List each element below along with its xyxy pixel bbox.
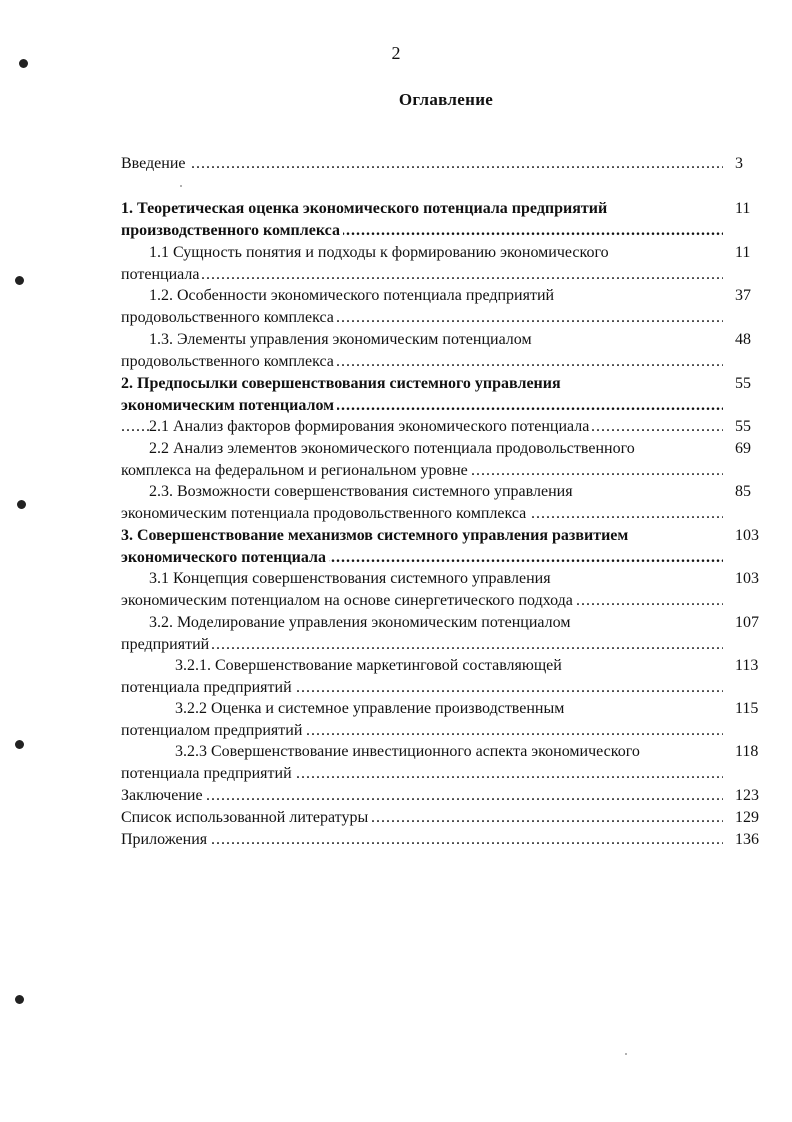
toc-entry-text: Заключение (121, 787, 206, 804)
toc-entry-line (121, 525, 723, 547)
toc-page-number: 113 (735, 657, 759, 674)
toc-entry-text: 2.3. Возможности совершенствования системного управления (149, 483, 576, 500)
toc-entry-text: 1.2. Особенности экономического потенциала предприятий (149, 287, 557, 304)
toc-entry-text: потенциала предприятий (121, 679, 295, 696)
toc-page-number: 107 (735, 614, 759, 631)
toc-entry-line (121, 373, 723, 395)
toc-entry-text: 2.1 Анализ факторов формирования экономического потенциала (149, 418, 592, 435)
toc-entry-line (121, 438, 723, 460)
toc-entry-text: экономическим потенциала продовольственного комплекса (121, 505, 529, 522)
toc-entry-line (121, 547, 723, 569)
toc-entry-line (121, 634, 723, 656)
toc-entry-line (121, 481, 723, 503)
page-number: 2 (391, 43, 401, 63)
toc-entry-line (121, 416, 723, 438)
toc-entry-line (121, 329, 723, 351)
toc-entry-text: экономического потенциала (121, 549, 329, 566)
toc-page-number: 118 (735, 743, 759, 760)
toc-entry-text: комплекса на федеральном и региональном уровне (121, 462, 471, 479)
toc-entry-line (121, 460, 723, 482)
toc-page-number: 115 (735, 700, 759, 717)
toc-page-number: 55 (735, 418, 751, 435)
toc-entry-line (121, 264, 723, 286)
toc-entry-line (121, 351, 723, 373)
toc-entry-text: продовольственного комплекса (121, 309, 337, 326)
toc-entry-text: экономическим потенциалом на основе синергетического подхода (121, 592, 576, 609)
toc-page-number: 48 (735, 331, 751, 348)
toc-entry-line (121, 198, 723, 220)
toc-entry-line (121, 763, 723, 785)
toc-entry-line (121, 807, 723, 829)
toc-title: Оглавление (398, 90, 494, 109)
toc-entry-text: Приложения (121, 831, 210, 848)
toc-entry-line (121, 395, 723, 417)
toc-page-number: 55 (735, 375, 751, 392)
toc-entry-text: 3.2.3 Совершенствование инвестиционного аспекта экономического (175, 743, 643, 760)
toc-page-number: 69 (735, 440, 751, 457)
toc-entry-line (121, 590, 723, 612)
toc-entry-line (121, 698, 723, 720)
toc-entry-text: 3.1 Концепция совершенствования системного управления (149, 570, 554, 587)
toc-entry-text: 1.3. Элементы управления экономическим потенциалом (149, 331, 535, 348)
toc-entry-line (121, 785, 723, 807)
toc-entry-line (121, 307, 723, 329)
toc-entry-line (121, 285, 723, 307)
toc-entry-text: Введение (121, 155, 189, 172)
toc-entry-text: производственного комплекса (121, 222, 343, 239)
toc-entry-text: экономическим потенциалом (121, 397, 337, 414)
toc-page-number: 103 (735, 570, 759, 587)
toc-entry-text: 1. Теоретическая оценка экономического потенциала предприятий (121, 200, 610, 217)
toc-page-number: 85 (735, 483, 751, 500)
toc-page-number: 136 (735, 831, 759, 848)
toc-entry-line (121, 655, 723, 677)
toc-entry-line (121, 829, 723, 851)
toc-entry-text: 3.2. Моделирование управления экономическим потенциалом (149, 614, 573, 631)
toc-entry-text: продовольственного комплекса (121, 353, 337, 370)
toc-page-number: 103 (735, 527, 759, 544)
toc-entry-line (121, 220, 723, 242)
toc-entry-line (121, 612, 723, 634)
toc-page-number: 3 (735, 155, 743, 172)
toc-page-number: 11 (735, 200, 751, 217)
toc-entry-line (121, 677, 723, 699)
toc-entry-text: 1.1 Сущность понятия и подходы к формированию экономического (149, 244, 612, 261)
toc-entry-text: предприятий (121, 636, 212, 653)
toc-entry-text: 2.2 Анализ элементов экономического потенциала продовольственного (149, 440, 638, 457)
toc-entry-line (121, 503, 723, 525)
toc-entry-line (121, 741, 723, 763)
toc-page-number: 11 (735, 244, 751, 261)
toc-entry-line (121, 153, 723, 175)
toc-page-number: 129 (735, 809, 759, 826)
toc-entry-text: 2. Предпосылки совершенствования системного управления (121, 375, 564, 392)
toc-entry-line (121, 720, 723, 742)
toc-entry-text: потенциалом предприятий (121, 722, 305, 739)
toc-entry-text: Список использованной литературы (121, 809, 371, 826)
toc-entry-text: 3.2.1. Совершенствование маркетинговой составляющей (175, 657, 565, 674)
toc-entry-text: 3. Совершенствование механизмов системного управления развитием (121, 527, 631, 544)
toc-entry-line (121, 242, 723, 264)
toc-page-number: 123 (735, 787, 759, 804)
toc-page-number: 37 (735, 287, 751, 304)
toc-entry-line (121, 568, 723, 590)
toc-entry-text: потенциала предприятий (121, 765, 295, 782)
toc-entry-text: потенциала (121, 266, 202, 283)
toc-entry-text: 3.2.2 Оценка и системное управление производственным (175, 700, 567, 717)
